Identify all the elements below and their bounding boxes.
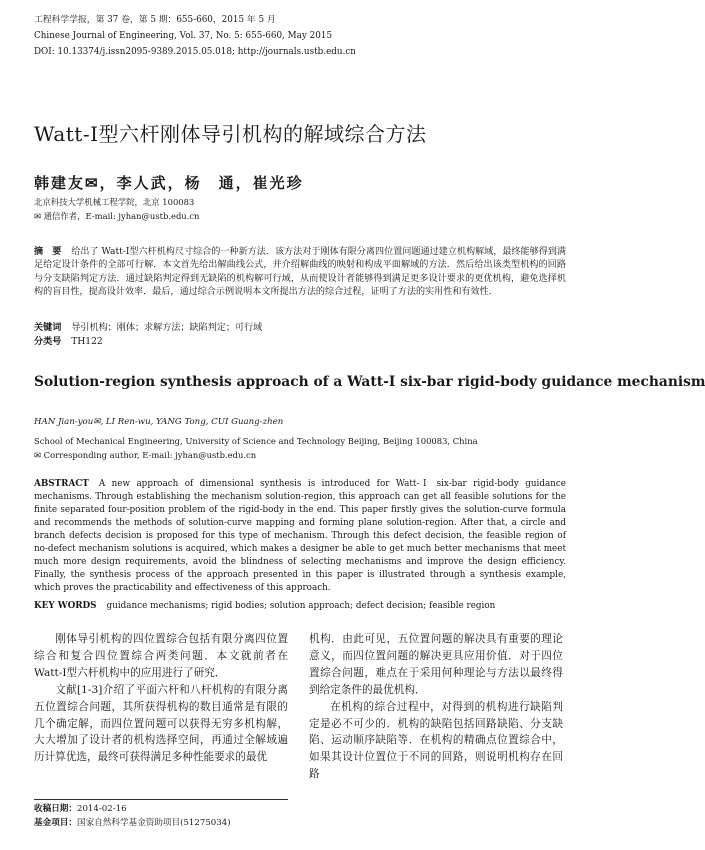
authors-en: HAN Jian-you✉, LI Ren-wu, YANG Tong, CUI Guang-zhen (34, 417, 284, 427)
abstract-en-text: A new approach of dimensional synthesis is introduced for Watt-Ⅰ six-bar rigid-body guidance mechanisms. Through establishing the mechanism solution-region, this approach can get all feasible solutions for the finite separated four-position problem of the rigid-body in the end. This paper firstly gives the solution-curve formula and recommends the methods of solution-curve mapping and forming plane solution-region. After that, a circle and branch defects decision is proposed for this type of mechanism. Through this defect decision, the feasible region of no-defect mechanism solutions is acquired, which makes a designer be able to get much better mechanisms that meet much more design requirements, avoid the blindness of selecting mechanisms and improve the design efficiency. Finally, the synthesis process of the approach presented in this paper is illustrated through a synthesis example, which proves the practicability and effectiveness of this approach. (34, 479, 566, 593)
keywords-cn-text: 导引机构；刚体；求解方法；缺陷判定；可行域 (71, 323, 263, 333)
body-right-paragraph-1: 机构．由此可见，五位置问题的解决具有重要的理论意义，而四位置问题的解决更具应用价值．对于四位置综合问题，难点在于采用何种理论与方法以最终得到给定条件的最优机构． (309, 633, 563, 696)
classification-cn-label: 分类号 (34, 336, 62, 347)
corresponding-author-en: ✉ Corresponding author, E-mail: jyhan@ustb.edu.cn (34, 450, 257, 460)
abstract-cn-label: 摘 要 (34, 246, 62, 257)
footnote-rule (34, 799, 288, 800)
received-label: 收稿日期： (34, 804, 77, 814)
fund-label: 基金项目： (34, 818, 77, 828)
journal-citation-en: Chinese Journal of Engineering, Vol. 37, No. 5: 655-660, May 2015 (34, 31, 333, 41)
received-date: 2014-02-16 (76, 804, 127, 814)
classification-cn-text: TH122 (71, 337, 103, 347)
abstract-en-label: ABSTRACT (34, 479, 89, 489)
body-right-paragraph-2: 在机构的综合过程中，对得到的机构进行缺陷判定是必不可少的．机构的缺陷包括回路缺陷、分支缺陷、运动顺序缺陷等．在机构的精确点位置综合中，如果其设计位置位于不同的回路，则说明机构存在回路 (309, 700, 563, 781)
keywords-en-label: KEY WORDS (34, 601, 97, 611)
abstract-cn-text: 给出了 Watt-Ⅰ型六杆机构尺寸综合的一种新方法．该方法对于刚体有限分离四位置问题通过建立机构解域，最终能够得到满足给定设计条件的全部可行解．本文首先给出解曲线公式，并介绍解曲线的映射和构成平面解域的方法．然后给出该类型机构的回路与分支缺陷判定方法．通过缺陷判定得到无缺陷的机构解可行域，从而使设计者能够得到满足更多设计要求的更优机构，避免选择机构的盲目性，提高设计效率．最后，通过综合示例说明本文所提出方法的综合过程，证明了方法的实用性和有效性． (34, 247, 566, 297)
keywords-cn (34, 321, 566, 335)
affiliation-en: School of Mechanical Engineering, University of Science and Technology Beijing, Beijing 100083, China (34, 436, 478, 446)
body-right-column (309, 631, 563, 783)
doi-line: DOI: 10.13374/j.issn2095-9389.2015.05.018; http://journals.ustb.edu.cn (34, 47, 356, 57)
paper-title-en: Solution-region synthesis approach of a Watt-Ⅰ six-bar rigid-body guidance mechanism (34, 374, 705, 390)
classification-cn (34, 335, 566, 349)
keywords-en (34, 600, 566, 613)
affiliation-cn: 北京科技大学机械工程学院，北京 100083 (34, 197, 195, 207)
footnote-fund (34, 817, 231, 830)
journal-citation-cn: 工程科学学报，第 37 卷，第 5 期：655-660，2015 年 5 月 (34, 15, 276, 25)
footnote-received (34, 803, 127, 816)
body-left-paragraph-1: 刚体导引机构的四位置综合包括有限分离四位置综合和复合四位置综合两类问题．本文就前者在 Watt-Ⅰ型六杆机构中的应用进行了研究． (34, 633, 288, 679)
abstract-en (34, 478, 566, 595)
body-left-paragraph-2: 文献[1-3]介绍了平面六杆和八杆机构的有限分离五位置综合问题，其所获得机构的数目通常是有限的几个确定解，而四位置问题可以获得无穷多机构解，大大增加了设计者的机构选择空间，再通过全解域遍历计算优选，最终可获得满足多种性能要求的最优 (34, 683, 288, 764)
corresponding-author-cn: ✉ 通信作者，E-mail: jyhan@ustb.edu.cn (34, 211, 200, 221)
keywords-cn-label: 关键词 (34, 322, 62, 333)
keywords-en-text: guidance mechanisms; rigid bodies; solution approach; defect decision; feasible region (106, 601, 496, 611)
authors-cn: 韩建友✉，李人武，杨 通，崔光珍 (34, 174, 304, 192)
body-left-column (34, 631, 288, 766)
paper-title-cn: Watt-Ⅰ型六杆刚体导引机构的解域综合方法 (34, 122, 427, 146)
fund-text: 国家自然科学基金资助项目(51275034) (76, 818, 231, 828)
abstract-cn (34, 245, 566, 299)
